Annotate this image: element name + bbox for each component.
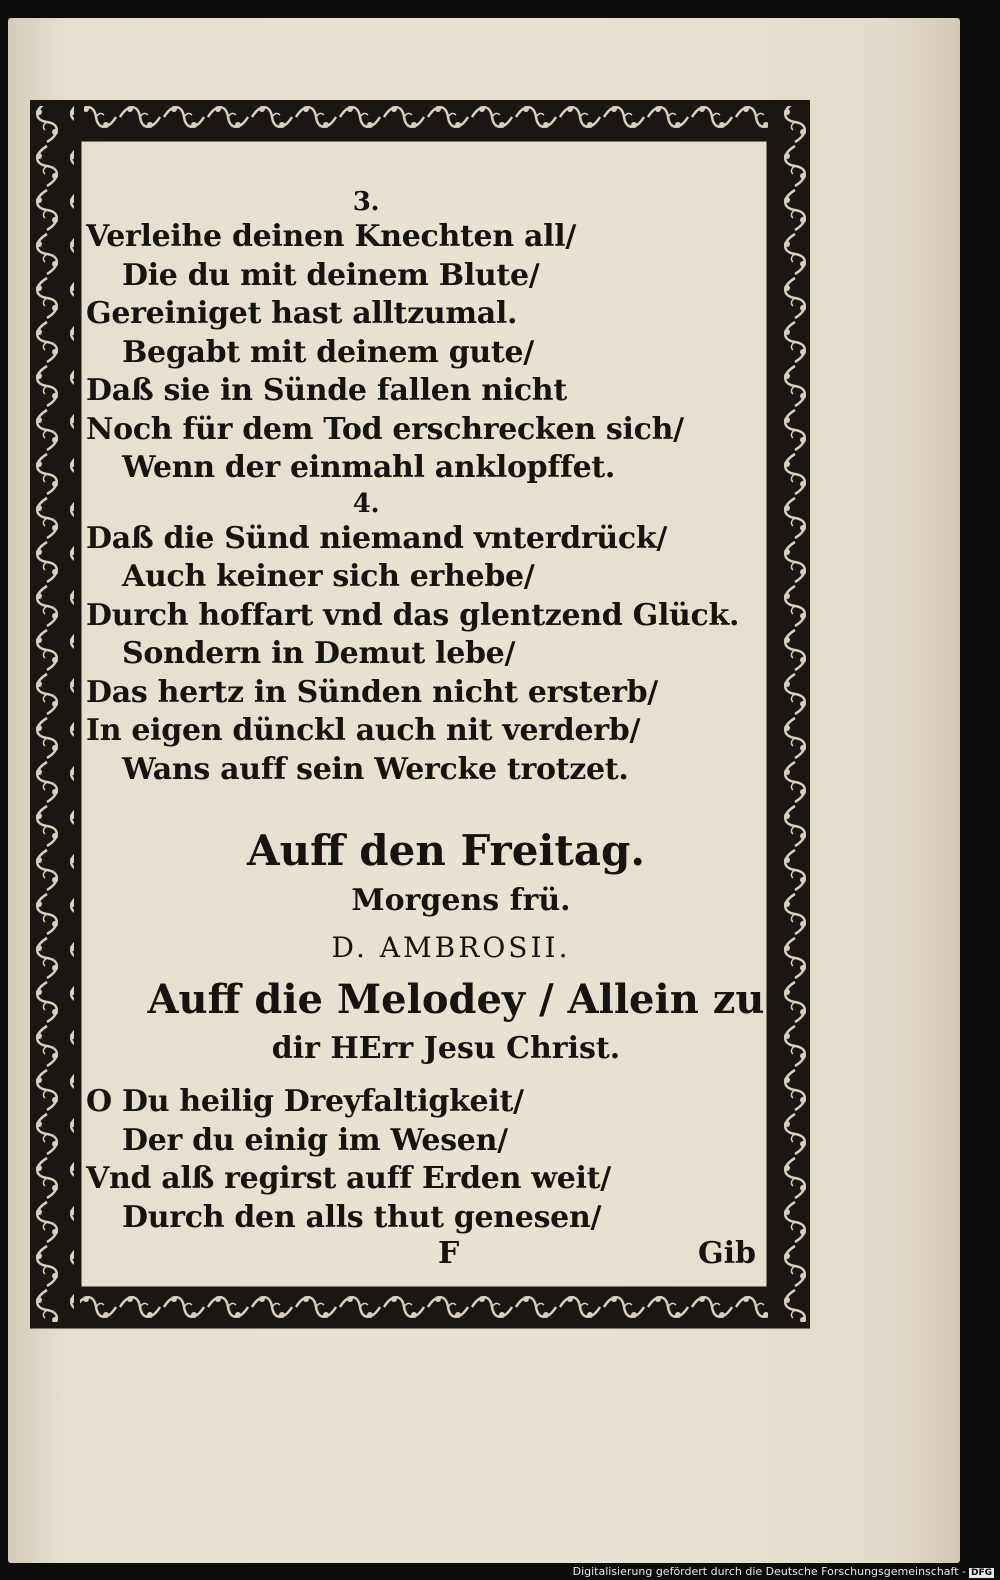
catchword: Gib <box>698 1236 756 1271</box>
footer-text: Digitalisierung gefördert durch die Deutsche Forschungsgemeinschaft - <box>572 1565 966 1578</box>
stanza-3-line-6: Noch für dem Tod erschrecken sich/ <box>86 411 684 447</box>
section-subtitle: Morgens frü. <box>351 883 571 918</box>
stanza-3-line-4: Begabt mit deinem gute/ <box>122 334 534 370</box>
melody-line-1: Auff die Melodey / Allein zu <box>147 976 765 1023</box>
stanza-3-line-5: Daß sie in Sünde fallen nicht <box>86 373 567 408</box>
stanza-4-number: 4. <box>352 488 380 519</box>
stanza-3-line-7: Wenn der einmahl anklopffet. <box>122 450 616 485</box>
stanza-3-line-3: Gereiniget hast alltzumal. <box>86 296 518 331</box>
stanza-3-number: 3. <box>352 187 380 217</box>
book-page <box>8 18 960 1563</box>
hymn-line-1: O Du heilig Dreyfaltigkeit/ <box>86 1084 524 1119</box>
author-line: D. AMBROSII. <box>331 931 571 964</box>
page-text <box>86 186 766 1237</box>
signature-mark: F <box>438 1236 460 1271</box>
hymn-line-3: Vnd alß regirst auff Erden weit/ <box>86 1161 611 1196</box>
digitization-footer <box>573 1565 994 1578</box>
stanza-4-line-7: Wans auff sein Wercke trotzet. <box>122 751 629 787</box>
dfg-logo: DFG <box>970 1568 992 1578</box>
section-title: Auff den Freitag. <box>247 826 645 875</box>
stanza-4-line-6: In eigen dünckl auch nit verderb/ <box>86 713 641 748</box>
stanza-4-line-5: Das hertz in Sünden nicht ersterb/ <box>86 674 658 710</box>
melody-line-2: dir HErr Jesu Christ. <box>271 1031 621 1066</box>
stanza-4-line-2: Auch keiner sich erhebe/ <box>122 559 535 594</box>
stanza-4-line-1: Daß die Sünd niemand vnterdrück/ <box>86 520 668 556</box>
stanza-4-line-3: Durch hoffart vnd das glentzend Glück. <box>86 597 740 633</box>
hymn-line-4: Durch den alls thut genesen/ <box>122 1199 602 1235</box>
stanza-3-line-2: Die du mit deinem Blute/ <box>122 257 540 293</box>
stanza-3-line-1: Verleihe deinen Knechten all/ <box>86 219 576 254</box>
stanza-4-line-4: Sondern in Demut lebe/ <box>122 636 516 671</box>
hymn-line-2: Der du einig im Wesen/ <box>122 1122 508 1158</box>
